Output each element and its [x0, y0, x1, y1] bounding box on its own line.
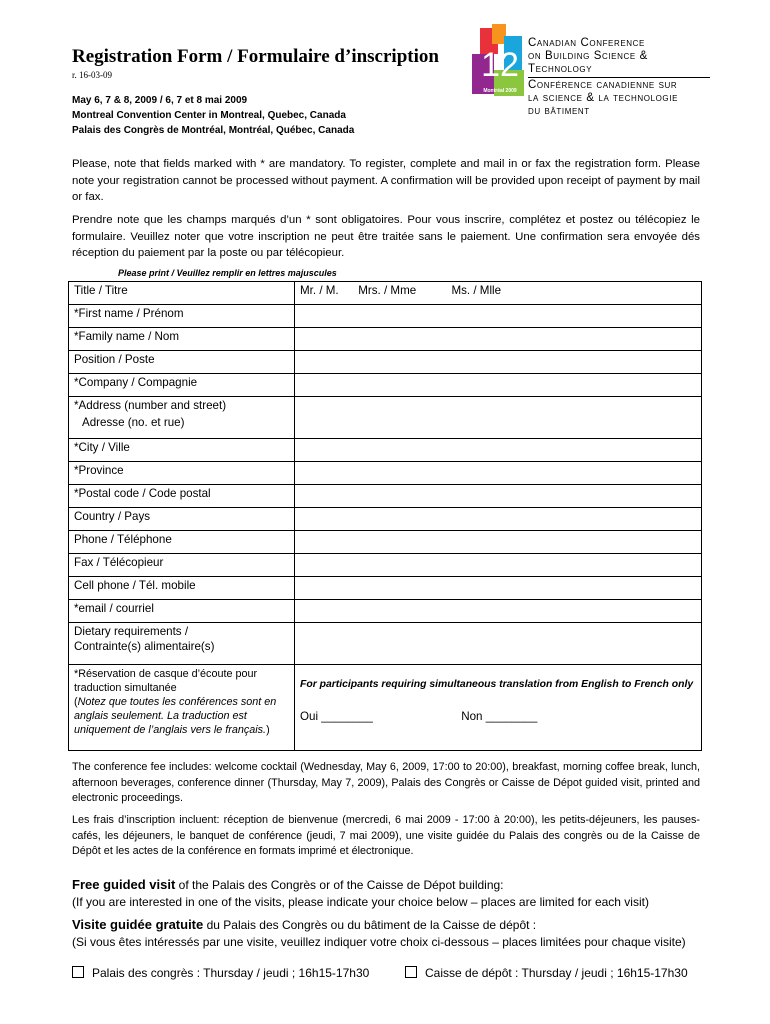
title-option-mrs[interactable]: Mrs. / Mme — [358, 284, 417, 297]
conference-logo — [470, 24, 530, 104]
visit-heading-fr-rest: du Palais des Congrès ou du bâtiment de la Caisse de dépôt : — [203, 918, 537, 932]
headset-non[interactable]: Non ________ — [461, 710, 538, 723]
phone-field[interactable] — [295, 531, 702, 554]
visit-option-palais[interactable] — [72, 966, 369, 980]
headset-label-line1: *Réservation de casque d’écoute pour — [74, 668, 258, 680]
conf-fr-line1: Conférence canadienne sur — [528, 79, 678, 91]
visit-note-en: (If you are interested in one of the visits, please indicate your choice below – places are limited for each visit) — [72, 895, 649, 909]
translation-note: For participants requiring simultaneous translation from English to French only — [300, 679, 694, 690]
form-title: Registration Form / Formulaire d’inscription — [72, 46, 439, 67]
conf-en-line3: Technology — [528, 63, 593, 75]
dietary-label-line2: Contrainte(s) alimentaire(s) — [74, 640, 215, 653]
position-label: Position / Poste — [69, 351, 295, 374]
revision-number: r. 16-03-09 — [72, 70, 112, 80]
headset-options — [295, 665, 702, 751]
conf-en-line2: on Building Science & — [528, 50, 648, 62]
position-field[interactable] — [295, 351, 702, 374]
dietary-label — [69, 623, 295, 665]
headset-oui[interactable]: Oui ________ — [300, 710, 373, 723]
palais-checkbox[interactable] — [72, 966, 84, 978]
address-label-line1: *Address (number and street) — [74, 399, 227, 412]
address-label-line2: Adresse (no. et rue) — [82, 416, 185, 429]
visit-heading-fr — [72, 917, 536, 932]
country-field[interactable] — [295, 508, 702, 531]
headset-note: Notez que toutes les conférences sont en anglais seulement. La traduction est uniquement de l’anglais vers le français. — [74, 696, 277, 736]
logo-number: 12 — [481, 46, 519, 84]
province-label: *Province — [69, 462, 295, 485]
visit-heading-en — [72, 877, 504, 892]
province-field[interactable] — [295, 462, 702, 485]
headset-label — [69, 665, 295, 751]
intro-french: Prendre note que les champs marqués d’un * sont obligatoires. Pour vous inscrire, complétez et postez ou télécopiez le formulaire. Veuillez noter que votre inscription ne peut être traitée sans le paiement. Une confirmation sera envoyée dés réception du paiement par la poste ou par télécopieur. — [72, 214, 700, 259]
cell-phone-field[interactable] — [295, 577, 702, 600]
conf-fr-line3: du bâtiment — [528, 105, 590, 117]
fax-label: Fax / Télécopieur — [69, 554, 295, 577]
venue-french: Palais des Congrès de Montréal, Montréal, Québec, Canada — [72, 125, 355, 136]
first-name-label: *First name / Prénom — [69, 305, 295, 328]
venue-english: Montreal Convention Center in Montreal, Quebec, Canada — [72, 110, 346, 121]
headset-note-block — [74, 695, 289, 737]
company-label: *Company / Compagnie — [69, 374, 295, 397]
fax-field[interactable] — [295, 554, 702, 577]
title-option-ms[interactable]: Ms. / Mlle — [451, 284, 502, 297]
intro-english: Please, note that fields marked with * are mandatory. To register, complete and mail in or fax the registration form. Please note your registration cannot be processed without payment. A confirmation will be provided upon receipt of payment by mail or fax. — [72, 158, 700, 203]
headset-choice-row — [300, 710, 696, 723]
headset-note-open: ( — [74, 696, 78, 708]
email-label: *email / courriel — [69, 600, 295, 623]
company-field[interactable] — [295, 374, 702, 397]
logo-caption: Montréal 2009 — [483, 88, 517, 94]
conf-fr-line2: la science & la technologie — [528, 92, 679, 104]
fees-french: Les frais d’inscription incluent: réception de bienvenue (mercredi, 6 mai 2009 - 17:00 à 20:00), les petits-déjeuners, les pauses-cafés, les déjeuners, le banquet de conférence (jeudi, 7 mai 2009), une visite guidée du Palais des congrès ou de la Caisse de Dépôt et les actes de la conférence en formats imprimé et électronique. — [72, 814, 700, 857]
postal-code-field[interactable] — [295, 485, 702, 508]
title-label: Title / Titre — [69, 282, 295, 305]
logo-orange-block — [492, 24, 506, 44]
dietary-field[interactable] — [295, 623, 702, 665]
logo-divider — [528, 77, 710, 78]
visit-option-caisse[interactable] — [405, 966, 688, 980]
city-label: *City / Ville — [69, 439, 295, 462]
phone-label: Phone / Téléphone — [69, 531, 295, 554]
caisse-checkbox[interactable] — [405, 966, 417, 978]
cell-phone-label: Cell phone / Tél. mobile — [69, 577, 295, 600]
visit-heading-fr-bold: Visite guidée gratuite — [72, 917, 204, 932]
headset-label-line2: traduction simultanée — [74, 682, 177, 694]
title-options — [295, 282, 702, 305]
address-field[interactable] — [295, 397, 702, 439]
conf-en-line1: Canadian Conference — [528, 37, 645, 49]
email-field[interactable] — [295, 600, 702, 623]
family-name-field[interactable] — [295, 328, 702, 351]
palais-option-label: Palais des congrès : Thursday / jeudi ; 16h15-17h30 — [92, 966, 370, 980]
first-name-field[interactable] — [295, 305, 702, 328]
country-label: Country / Pays — [69, 508, 295, 531]
dietary-label-line1: Dietary requirements / — [74, 625, 189, 638]
fees-english: The conference fee includes: welcome cocktail (Wednesday, May 6, 2009, 17:00 to 20:00), breakfast, morning coffee break, lunch, afternoon beverages, conference dinner (Thursday, May 7, 2009), Palais des Congrès or Caisse de Dépot guided visit, printed and electronic proceedings. — [72, 761, 700, 804]
postal-code-label: *Postal code / Code postal — [69, 485, 295, 508]
family-name-label: *Family name / Nom — [69, 328, 295, 351]
registration-table — [68, 281, 702, 751]
visit-heading-en-bold: Free guided visit — [72, 877, 176, 892]
city-field[interactable] — [295, 439, 702, 462]
headset-note-close: ) — [266, 724, 270, 736]
caisse-option-label: Caisse de dépôt : Thursday / jeudi ; 16h15-17h30 — [425, 966, 688, 980]
visit-note-fr: (Si vous êtes intéressés par une visite, veuillez indiquer votre choix ci-dessous – places limitées pour chaque visite) — [72, 935, 686, 949]
print-instruction: Please print / Veuillez remplir en lettres majuscules — [118, 268, 337, 278]
event-dates: May 6, 7 & 8, 2009 / 6, 7 et 8 mai 2009 — [72, 95, 248, 106]
address-label — [69, 397, 295, 439]
visit-heading-en-rest: of the Palais des Congrès or of the Caisse de Dépot building: — [175, 878, 504, 892]
title-option-mr[interactable]: Mr. / M. — [300, 284, 339, 297]
